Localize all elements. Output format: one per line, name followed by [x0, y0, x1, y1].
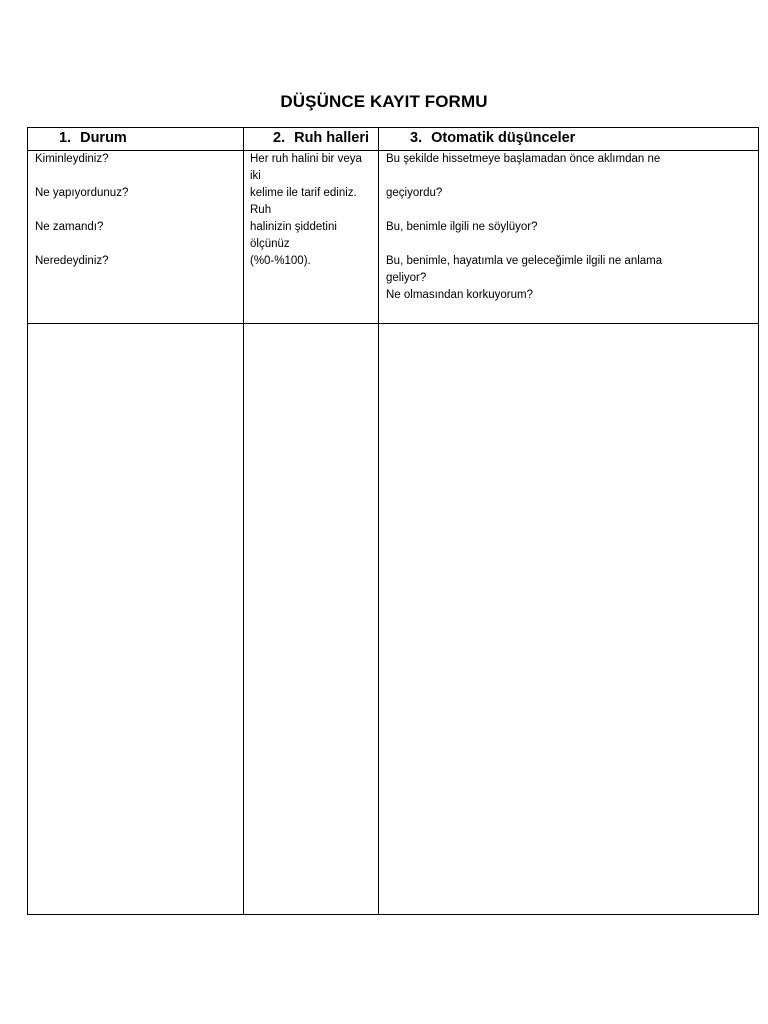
- otomatik-prompt-line: geçiyordu?: [386, 187, 443, 199]
- thought-record-table: [27, 127, 759, 915]
- ruh-halleri-instruction-line: ölçünüz: [250, 238, 290, 250]
- column-label: Otomatik düşünceler: [431, 130, 576, 146]
- otomatik-prompt-line: Bu, benimle, hayatımla ve geleceğimle ilgili ne anlama: [386, 255, 663, 267]
- column-number: 2.: [273, 130, 286, 146]
- ruh-halleri-instruction-line: halinizin şiddetini: [250, 221, 337, 233]
- otomatik-dusunceler-entry-cell[interactable]: [379, 324, 758, 914]
- ruh-halleri-instruction-line: Ruh: [250, 204, 272, 216]
- ruh-halleri-instruction-line: (%0-%100).: [250, 255, 311, 267]
- durum-prompt: Ne zamandı?: [35, 221, 104, 233]
- ruh-halleri-instruction-line: kelime ile tarif ediniz.: [250, 187, 357, 199]
- column-header-durum: [59, 130, 127, 146]
- column-number: 1.: [59, 130, 72, 146]
- durum-prompt: Ne yapıyordunuz?: [35, 187, 129, 199]
- column-label: Durum: [80, 130, 127, 146]
- ruh-halleri-instruction-line: Her ruh halini bir veya: [250, 153, 362, 165]
- column-header-otomatik-dusunceler: [410, 130, 575, 146]
- durum-entry-cell[interactable]: [28, 324, 243, 914]
- column-number: 3.: [410, 130, 423, 146]
- durum-prompt: Neredeydiniz?: [35, 255, 109, 267]
- ruh-halleri-instruction-line: iki: [250, 170, 261, 182]
- ruh-halleri-entry-cell[interactable]: [244, 324, 378, 914]
- durum-prompt: Kiminleydiniz?: [35, 153, 109, 165]
- otomatik-prompt-line: Ne olmasından korkuyorum?: [386, 289, 534, 301]
- otomatik-prompt-line: geliyor?: [386, 272, 427, 284]
- otomatik-prompt-line: Bu şekilde hissetmeye başlamadan önce aklımdan ne: [386, 153, 661, 165]
- column-header-ruh-halleri: [273, 130, 369, 146]
- column-label: Ruh halleri: [294, 130, 370, 146]
- otomatik-prompt-line: Bu, benimle ilgili ne söylüyor?: [386, 221, 538, 233]
- page-title: DÜŞÜNCE KAYIT FORMU: [280, 92, 488, 111]
